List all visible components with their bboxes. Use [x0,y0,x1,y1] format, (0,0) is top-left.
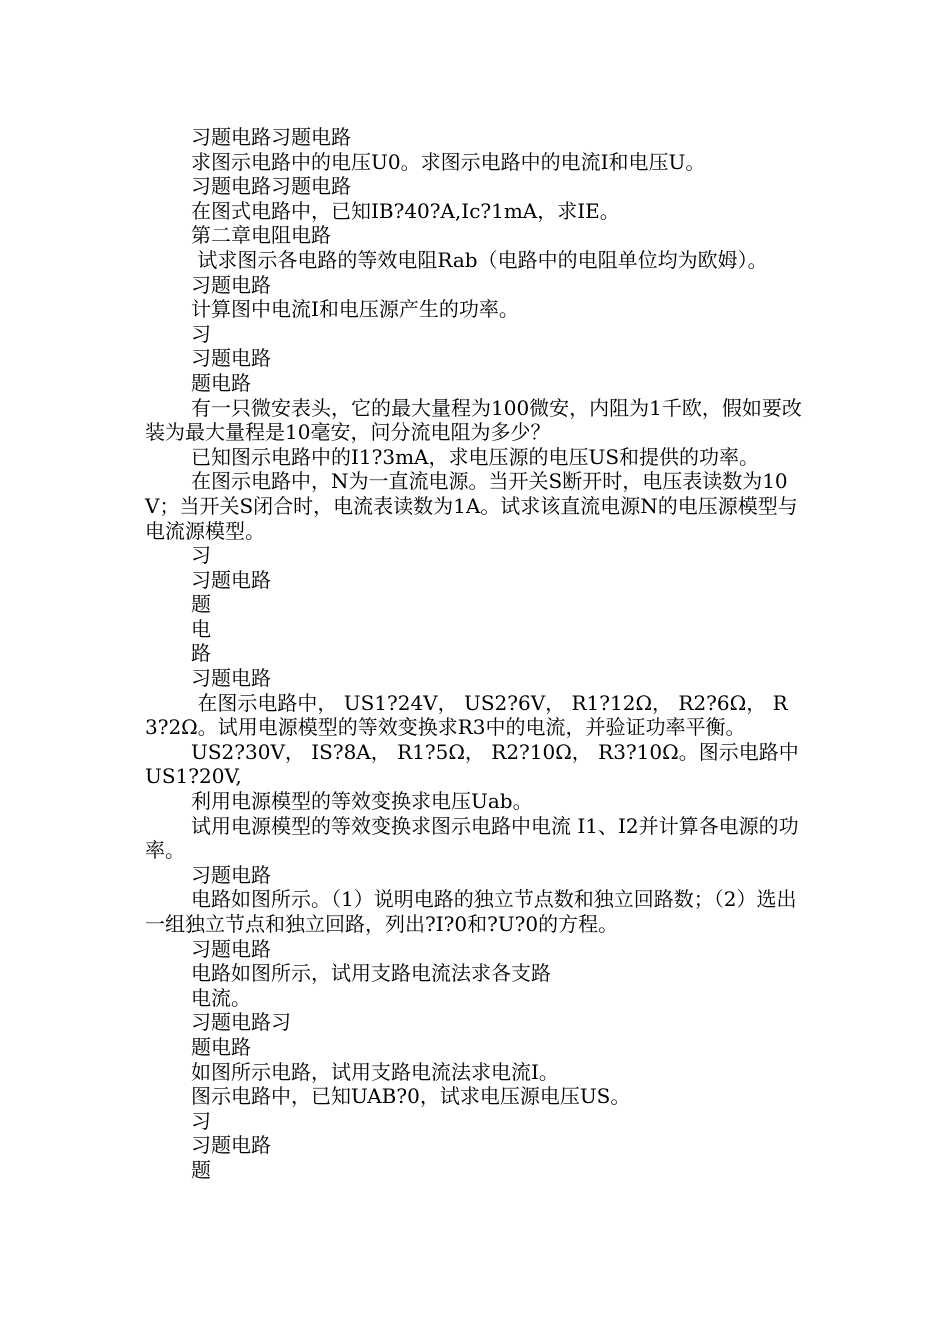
heading-fragment: 习 [191,321,211,346]
problem-text: 在图式电路中，已知IB?40?A,Ic?1mA，求IE。 [191,198,620,223]
heading-fragment: 题电路 [191,370,251,395]
problem-text: US2?30V， IS?8A， R1?5Ω， R2?10Ω， R3?10Ω。图示电路中US1?20V, [145,739,799,789]
problem-text: 电路如图所示。（1）说明电路的独立节点数和独立回路数；（2）选出一组独立节点和独立回路，列出?I?0和?U?0的方程。 [145,887,797,936]
heading-line: 习题电路 [191,346,271,371]
heading-line: 习题电路 [191,272,271,297]
heading-line: 习题电路 [191,666,271,691]
problem-text: 电路如图所示，试用支路电流法求各支路 [191,961,551,986]
problem-text: 图示电路中，已知UAB?0，试求电压源电压US。 [191,1084,631,1109]
heading-line: 习题电路 [191,936,271,961]
problem-text: 计算图中电流I和电压源产生的功率。 [191,297,519,322]
heading-line: 习题电路习题电路 [191,174,351,199]
heading-line: 习题电路习 [191,1010,291,1035]
heading-fragment: 题 [191,592,211,617]
heading-fragment: 习 [191,543,211,568]
heading-fragment: 电 [191,616,211,641]
chapter-title: 第二章电阻电路 [191,223,331,248]
heading-fragment: 题电路 [191,1034,251,1059]
heading-fragment: 路 [191,641,211,666]
heading-line: 习题电路 [191,1133,271,1158]
heading-fragment: 习 [191,1108,211,1133]
problem-text: 在图示电路中，N为一直流电源。当开关S断开时，电压表读数为10V；当开关S闭合时，电流表读数为1A。试求该直流电源N的电压源模型与电流源模型。 [145,469,798,543]
heading-line: 习题电路 [191,862,271,887]
problem-text: 求图示电路中的电压U0。求图示电路中的电流I和电压U。 [191,149,706,174]
problem-text: 试求图示各电路的等效电阻Rab（电路中的电阻单位均为欧姆）。 [191,247,768,272]
heading-fragment: 题 [191,1157,211,1182]
problem-text: 在图示电路中， US1?24V， US2?6V， R1?12Ω， R2?6Ω， R3?2Ω。试用电源模型的等效变换求R3中的电流，并验证功率平衡。 [145,690,788,740]
problem-text: 电流。 [191,985,251,1010]
document-body [145,125,808,1183]
problem-text: 利用电源模型的等效变换求电压Uab。 [191,789,533,814]
problem-text: 有一只微安表头，它的最大量程为100微安，内阻为1千欧，假如要改装为最大量程是10毫安，问分流电阻为多少？ [145,395,802,445]
problem-text: 如图所示电路，试用支路电流法求电流I。 [191,1059,559,1084]
heading-line: 习题电路习题电路 [191,125,351,149]
problem-text: 试用电源模型的等效变换求图示电路中电流 I1、I2并计算各电源的功率。 [145,813,799,863]
heading-line: 习题电路 [191,567,271,592]
problem-text: 已知图示电路中的I1?3mA，求电压源的电压US和提供的功率。 [191,444,760,469]
